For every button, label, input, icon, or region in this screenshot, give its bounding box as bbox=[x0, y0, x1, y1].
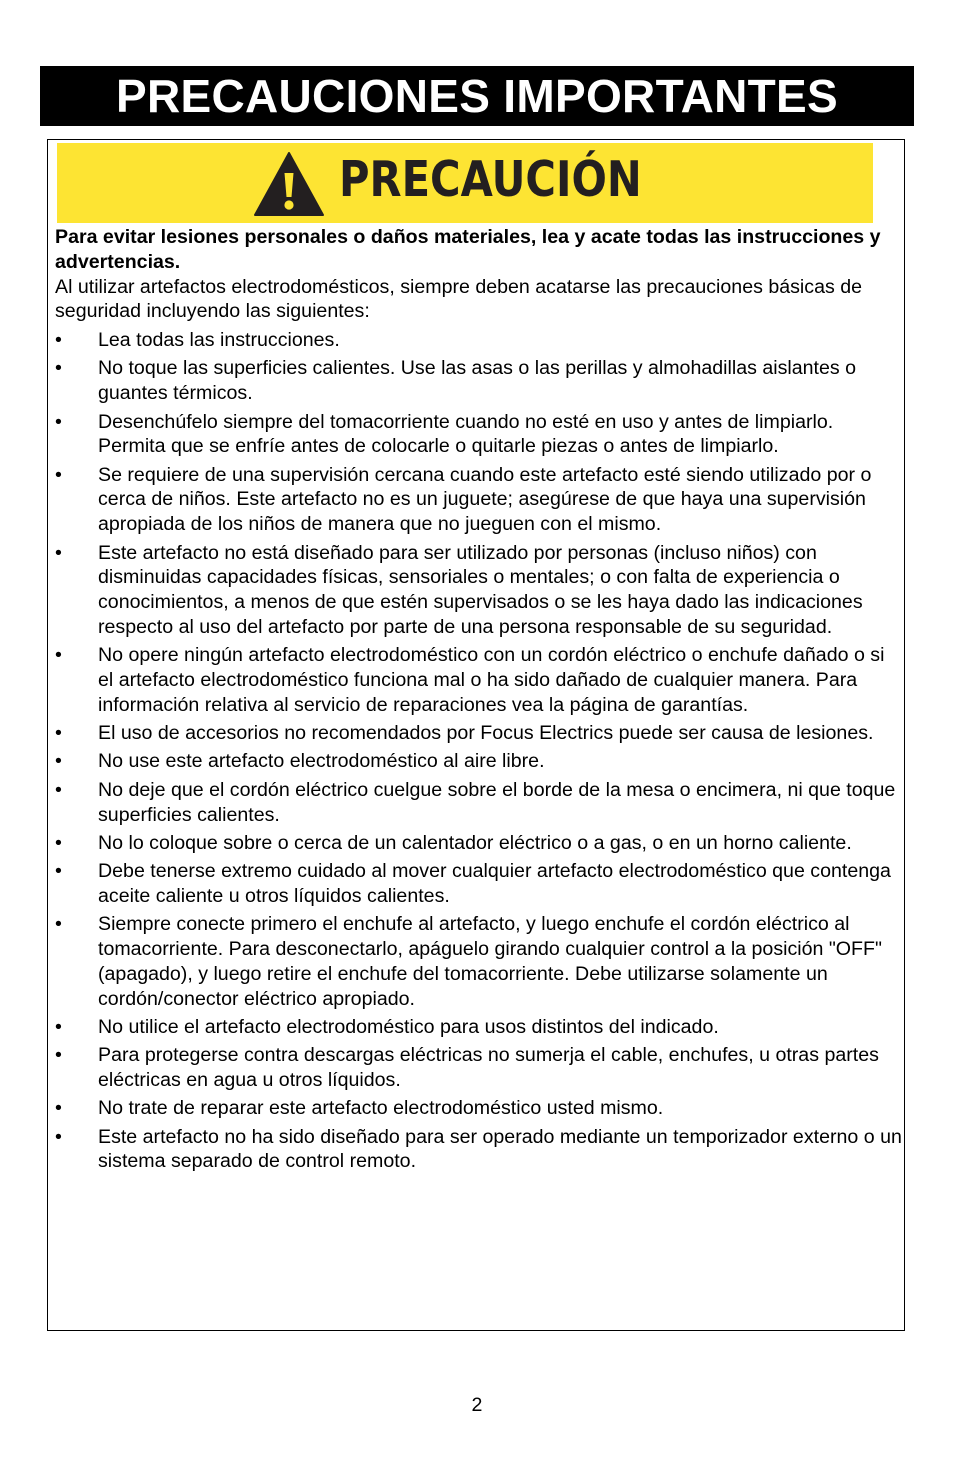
list-item-text: No lo coloque sobre o cerca de un calentador eléctrico o a gas, o en un horno caliente. bbox=[98, 831, 852, 854]
bullet-icon: • bbox=[55, 750, 62, 773]
bullet-icon: • bbox=[55, 463, 62, 486]
intro-warning: Para evitar lesiones personales o daños materiales, lea y acate todas las instrucciones y advertencias. bbox=[55, 226, 881, 273]
list-item-text: No trate de reparar este artefacto electrodoméstico usted mismo. bbox=[98, 1097, 664, 1120]
bullet-icon: • bbox=[55, 1097, 62, 1120]
bullet-icon: • bbox=[55, 644, 62, 667]
bullet-icon: • bbox=[55, 722, 62, 745]
bullet-icon: • bbox=[55, 329, 62, 352]
page-title: PRECAUCIONES IMPORTANTES bbox=[116, 70, 838, 122]
bullet-icon: • bbox=[55, 913, 62, 936]
list-item bbox=[55, 1043, 905, 1093]
list-item bbox=[55, 1015, 905, 1040]
list-item bbox=[55, 1096, 905, 1121]
header-bar bbox=[40, 66, 914, 126]
list-item bbox=[55, 463, 905, 537]
intro-text: Al utilizar artefactos electrodomésticos, siempre deben acatarse las precauciones básicas de seguridad incluyendo las siguientes: bbox=[55, 275, 863, 323]
list-item-text: Este artefacto no ha sido diseñado para ser operado mediante un temporizador externo o un sistema separado de control remoto. bbox=[98, 1125, 902, 1173]
list-item bbox=[55, 912, 905, 1011]
list-item bbox=[55, 328, 905, 353]
bullet-icon: • bbox=[55, 1015, 62, 1038]
list-item bbox=[55, 831, 905, 856]
list-item-text: Lea todas las instrucciones. bbox=[98, 329, 340, 352]
bullet-icon: • bbox=[55, 410, 62, 433]
list-item-text: No use este artefacto electrodoméstico al aire libre. bbox=[98, 750, 545, 773]
caution-banner bbox=[57, 143, 873, 223]
list-item bbox=[55, 410, 905, 460]
caution-word: PRECAUCIÓN bbox=[339, 151, 642, 208]
list-item bbox=[55, 859, 905, 909]
warning-triangle-icon bbox=[253, 151, 325, 217]
list-item-text: No toque las superficies calientes. Use las asas o las perillas y almohadillas aislantes o guantes térmicos. bbox=[98, 357, 857, 405]
list-item bbox=[55, 356, 905, 406]
list-item bbox=[55, 643, 905, 717]
list-item bbox=[55, 541, 905, 640]
list-item-text: Siempre conecte primero el enchufe al artefacto, y luego enchufe el cordón eléctrico al tomacorriente. Para desconectarlo, apáguelo girando cualquier control a la posición "OFF" (apagado), y luego retire el enchufe del tomacorriente. Debe utilizarse solamente un cordón/conector eléctrico apropiado. bbox=[98, 913, 882, 1010]
list-item-text: Este artefacto no está diseñado para ser utilizado por personas (incluso niños) con disminuidas capacidades físicas, sensoriales o mentales; o con falta de experiencia o conocimientos, a menos de que estén supervisados o se les haya dado las indicaciones respecto al uso del artefacto por parte de una persona responsable de su seguridad. bbox=[98, 541, 863, 638]
list-item bbox=[55, 749, 905, 774]
bullet-icon: • bbox=[55, 778, 62, 801]
list-item-text: Debe tenerse extremo cuidado al mover cualquier artefacto electrodoméstico que contenga aceite caliente u otros líquidos calientes. bbox=[98, 860, 891, 907]
bullet-icon: • bbox=[55, 357, 62, 380]
bullet-icon: • bbox=[55, 541, 62, 564]
list-item-text: No utilice el artefacto electrodoméstico para usos distintos del indicado. bbox=[98, 1015, 719, 1038]
list-item-text: Para protegerse contra descargas eléctricas no sumerja el cable, enchufes, u otras partes eléctricas en agua u otros líquidos. bbox=[98, 1044, 879, 1091]
bullet-icon: • bbox=[55, 831, 62, 854]
list-item-text: Desenchúfelo siempre del tomacorriente cuando no esté en uso y antes de limpiarlo. Permita que se enfríe antes de colocarle o quitarle piezas o antes de limpiarlo. bbox=[98, 410, 834, 458]
list-item bbox=[55, 721, 905, 746]
list-item-text: Se requiere de una supervisión cercana cuando este artefacto esté siendo utilizado por o cerca de niños. Este artefacto no es un juguete; asegúrese de que haya una supervisión apropiada de los niños de manera que no jueguen con el mismo. bbox=[98, 463, 872, 536]
list-item bbox=[55, 1125, 905, 1175]
list-item-text: El uso de accesorios no recomendados por Focus Electrics puede ser causa de lesiones. bbox=[98, 722, 874, 745]
precautions-content bbox=[55, 225, 905, 1178]
list-item-text: No deje que el cordón eléctrico cuelgue sobre el borde de la mesa o encimera, ni que toque superficies calientes. bbox=[98, 778, 896, 826]
page-number: 2 bbox=[471, 1394, 483, 1416]
bullet-icon: • bbox=[55, 860, 62, 883]
precautions-frame bbox=[47, 139, 905, 1331]
bullet-icon: • bbox=[55, 1044, 62, 1067]
rules-list bbox=[55, 328, 905, 1174]
bullet-icon: • bbox=[55, 1125, 62, 1148]
list-item bbox=[55, 778, 905, 828]
list-item-text: No opere ningún artefacto electrodoméstico con un cordón eléctrico o enchufe dañado o si el artefacto electrodoméstico funciona mal o ha sido dañado de cualquier manera. Para información relativa al servicio de reparaciones vea la página de garantías. bbox=[98, 644, 885, 716]
